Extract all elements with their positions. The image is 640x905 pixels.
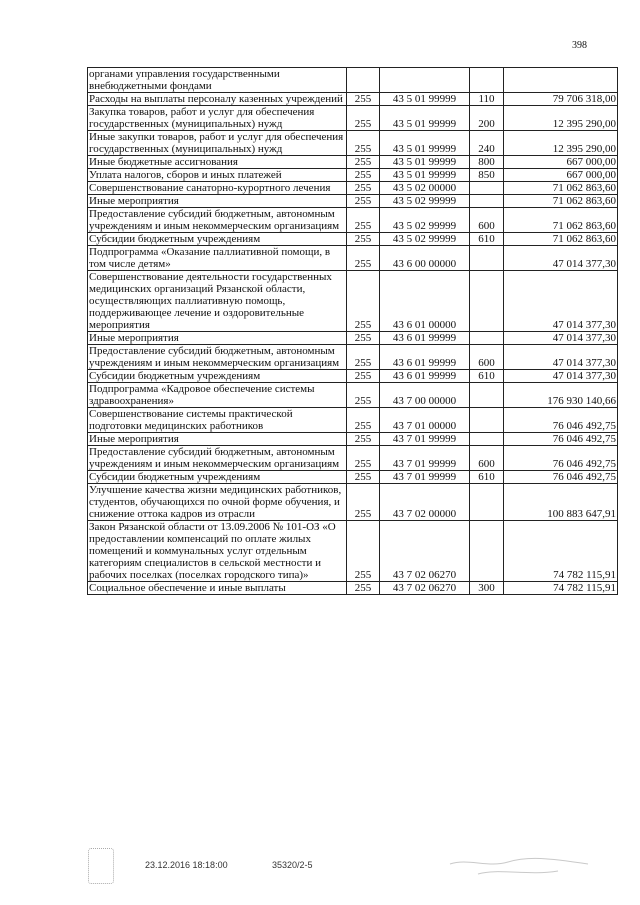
row-sum: 47 014 377,30 bbox=[504, 246, 618, 271]
row-name: Иные мероприятия bbox=[88, 332, 347, 345]
row-sum: 76 046 492,75 bbox=[504, 433, 618, 446]
table-row bbox=[88, 106, 618, 131]
table-row bbox=[88, 131, 618, 156]
row-code: 255 bbox=[347, 383, 380, 408]
row-code: 255 bbox=[347, 208, 380, 233]
row-name: Совершенствование системы практической подготовки медицинских работников bbox=[88, 408, 347, 433]
row-vr: 200 bbox=[470, 106, 504, 131]
row-code: 255 bbox=[347, 156, 380, 169]
row-vr bbox=[470, 195, 504, 208]
row-vr: 850 bbox=[470, 169, 504, 182]
row-name: Иные мероприятия bbox=[88, 195, 347, 208]
row-csr: 43 5 01 99999 bbox=[380, 93, 470, 106]
row-code: 255 bbox=[347, 484, 380, 521]
row-sum: 100 883 647,91 bbox=[504, 484, 618, 521]
row-sum: 71 062 863,60 bbox=[504, 208, 618, 233]
row-sum: 71 062 863,60 bbox=[504, 182, 618, 195]
row-sum: 71 062 863,60 bbox=[504, 195, 618, 208]
row-vr: 600 bbox=[470, 345, 504, 370]
row-code: 255 bbox=[347, 332, 380, 345]
table-row bbox=[88, 446, 618, 471]
row-code: 255 bbox=[347, 446, 380, 471]
row-name: Предоставление субсидий бюджетным, автономным учреждениям и иным некоммерческим организациям bbox=[88, 345, 347, 370]
row-sum: 47 014 377,30 bbox=[504, 332, 618, 345]
row-vr: 600 bbox=[470, 446, 504, 471]
row-sum: 12 395 290,00 bbox=[504, 131, 618, 156]
row-vr bbox=[470, 433, 504, 446]
row-code bbox=[347, 68, 380, 93]
row-code: 255 bbox=[347, 433, 380, 446]
row-name: Расходы на выплаты персоналу казенных учреждений bbox=[88, 93, 347, 106]
row-name: Субсидии бюджетным учреждениям bbox=[88, 233, 347, 246]
row-sum: 12 395 290,00 bbox=[504, 106, 618, 131]
row-name: Предоставление субсидий бюджетным, автономным учреждениям и иным некоммерческим организациям bbox=[88, 446, 347, 471]
row-code: 255 bbox=[347, 93, 380, 106]
row-name: Уплата налогов, сборов и иных платежей bbox=[88, 169, 347, 182]
row-code: 255 bbox=[347, 106, 380, 131]
row-code: 255 bbox=[347, 246, 380, 271]
row-csr: 43 6 01 99999 bbox=[380, 370, 470, 383]
row-name: Улучшение качества жизни медицинских работников, студентов, обучающихся по очной форме обучения, и снижение оттока кадров из отрасли bbox=[88, 484, 347, 521]
table-row bbox=[88, 182, 618, 195]
row-csr: 43 5 01 99999 bbox=[380, 106, 470, 131]
row-code: 255 bbox=[347, 521, 380, 582]
row-sum: 79 706 318,00 bbox=[504, 93, 618, 106]
row-csr: 43 6 01 99999 bbox=[380, 345, 470, 370]
row-code: 255 bbox=[347, 169, 380, 182]
row-vr: 610 bbox=[470, 233, 504, 246]
row-vr: 610 bbox=[470, 370, 504, 383]
page-number: 398 bbox=[572, 40, 587, 51]
signature-stamp bbox=[448, 856, 593, 878]
row-code: 255 bbox=[347, 471, 380, 484]
footer-date: 23.12.2016 18:18:00 bbox=[145, 860, 228, 870]
row-sum: 176 930 140,66 bbox=[504, 383, 618, 408]
row-sum: 47 014 377,30 bbox=[504, 271, 618, 332]
row-code: 255 bbox=[347, 233, 380, 246]
row-vr: 610 bbox=[470, 471, 504, 484]
table-row bbox=[88, 433, 618, 446]
row-vr: 110 bbox=[470, 93, 504, 106]
row-csr: 43 7 00 00000 bbox=[380, 383, 470, 408]
table-row bbox=[88, 332, 618, 345]
row-csr: 43 6 00 00000 bbox=[380, 246, 470, 271]
row-csr: 43 5 02 99999 bbox=[380, 195, 470, 208]
row-csr: 43 7 02 06270 bbox=[380, 582, 470, 595]
row-vr: 800 bbox=[470, 156, 504, 169]
table-row bbox=[88, 484, 618, 521]
table-row bbox=[88, 195, 618, 208]
table-row bbox=[88, 68, 618, 93]
table-row bbox=[88, 408, 618, 433]
table-row bbox=[88, 156, 618, 169]
row-name: Совершенствование деятельности государственных медицинских организаций Рязанской области, осуществляющих паллиативную помощь, поддерживающее лечение и оздоровительные мероприятия bbox=[88, 271, 347, 332]
table-row bbox=[88, 582, 618, 595]
row-sum: 76 046 492,75 bbox=[504, 471, 618, 484]
row-csr: 43 5 02 99999 bbox=[380, 208, 470, 233]
row-sum: 76 046 492,75 bbox=[504, 408, 618, 433]
table-row bbox=[88, 271, 618, 332]
row-vr bbox=[470, 383, 504, 408]
row-csr: 43 5 01 99999 bbox=[380, 169, 470, 182]
table-row bbox=[88, 233, 618, 246]
row-name: Закон Рязанской области от 13.09.2006 № 101-ОЗ «О предоставлении компенсаций по оплате жилых помещений и коммунальных услуг отдельным категориям специалистов в сельской местности и рабочих поселках (поселках городского типа)» bbox=[88, 521, 347, 582]
table-row bbox=[88, 246, 618, 271]
row-vr: 240 bbox=[470, 131, 504, 156]
table-row bbox=[88, 208, 618, 233]
row-name: Совершенствование санаторно-курортного лечения bbox=[88, 182, 347, 195]
row-csr: 43 7 01 99999 bbox=[380, 433, 470, 446]
row-csr: 43 5 02 00000 bbox=[380, 182, 470, 195]
row-name: Предоставление субсидий бюджетным, автономным учреждениям и иным некоммерческим организациям bbox=[88, 208, 347, 233]
row-sum: 74 782 115,91 bbox=[504, 582, 618, 595]
row-name: Социальное обеспечение и иные выплаты bbox=[88, 582, 347, 595]
table-row bbox=[88, 521, 618, 582]
table-row bbox=[88, 383, 618, 408]
row-vr: 300 bbox=[470, 582, 504, 595]
row-name: Подпрограмма «Кадровое обеспечение системы здравоохранения» bbox=[88, 383, 347, 408]
row-vr bbox=[470, 68, 504, 93]
row-name: органами управления государственными внебюджетными фондами bbox=[88, 68, 347, 93]
table-row bbox=[88, 93, 618, 106]
row-csr: 43 6 01 00000 bbox=[380, 271, 470, 332]
row-name: Иные бюджетные ассигнования bbox=[88, 156, 347, 169]
row-csr: 43 6 01 99999 bbox=[380, 332, 470, 345]
row-csr: 43 7 02 00000 bbox=[380, 484, 470, 521]
row-code: 255 bbox=[347, 582, 380, 595]
row-name: Иные закупки товаров, работ и услуг для обеспечения государственных (муниципальных) нужд bbox=[88, 131, 347, 156]
row-vr bbox=[470, 271, 504, 332]
table-row bbox=[88, 169, 618, 182]
row-vr bbox=[470, 484, 504, 521]
row-name: Иные мероприятия bbox=[88, 433, 347, 446]
row-code: 255 bbox=[347, 195, 380, 208]
row-sum bbox=[504, 68, 618, 93]
row-code: 255 bbox=[347, 271, 380, 332]
row-csr: 43 5 02 99999 bbox=[380, 233, 470, 246]
table-row bbox=[88, 370, 618, 383]
row-sum: 47 014 377,30 bbox=[504, 345, 618, 370]
row-name: Закупка товаров, работ и услуг для обеспечения государственных (муниципальных) нужд bbox=[88, 106, 347, 131]
row-code: 255 bbox=[347, 408, 380, 433]
row-csr: 43 7 01 00000 bbox=[380, 408, 470, 433]
row-name: Субсидии бюджетным учреждениям bbox=[88, 370, 347, 383]
row-csr bbox=[380, 68, 470, 93]
stamp-mark bbox=[88, 848, 114, 884]
row-sum: 47 014 377,30 bbox=[504, 370, 618, 383]
row-vr bbox=[470, 246, 504, 271]
row-sum: 667 000,00 bbox=[504, 156, 618, 169]
row-vr bbox=[470, 332, 504, 345]
table-row bbox=[88, 345, 618, 370]
budget-table-body bbox=[88, 68, 618, 595]
row-sum: 74 782 115,91 bbox=[504, 521, 618, 582]
row-name: Подпрограмма «Оказание паллиативной помощи, в том числе детям» bbox=[88, 246, 347, 271]
row-code: 255 bbox=[347, 182, 380, 195]
row-csr: 43 5 01 99999 bbox=[380, 156, 470, 169]
row-sum: 667 000,00 bbox=[504, 169, 618, 182]
row-vr: 600 bbox=[470, 208, 504, 233]
row-code: 255 bbox=[347, 345, 380, 370]
row-csr: 43 7 01 99999 bbox=[380, 471, 470, 484]
row-vr bbox=[470, 182, 504, 195]
table-row bbox=[88, 471, 618, 484]
row-sum: 71 062 863,60 bbox=[504, 233, 618, 246]
budget-table bbox=[87, 67, 618, 595]
row-code: 255 bbox=[347, 131, 380, 156]
row-csr: 43 7 01 99999 bbox=[380, 446, 470, 471]
row-vr bbox=[470, 408, 504, 433]
footer-doc-number: 35320/2-5 bbox=[272, 860, 313, 870]
row-sum: 76 046 492,75 bbox=[504, 446, 618, 471]
row-csr: 43 7 02 06270 bbox=[380, 521, 470, 582]
row-vr bbox=[470, 521, 504, 582]
row-csr: 43 5 01 99999 bbox=[380, 131, 470, 156]
row-code: 255 bbox=[347, 370, 380, 383]
row-name: Субсидии бюджетным учреждениям bbox=[88, 471, 347, 484]
